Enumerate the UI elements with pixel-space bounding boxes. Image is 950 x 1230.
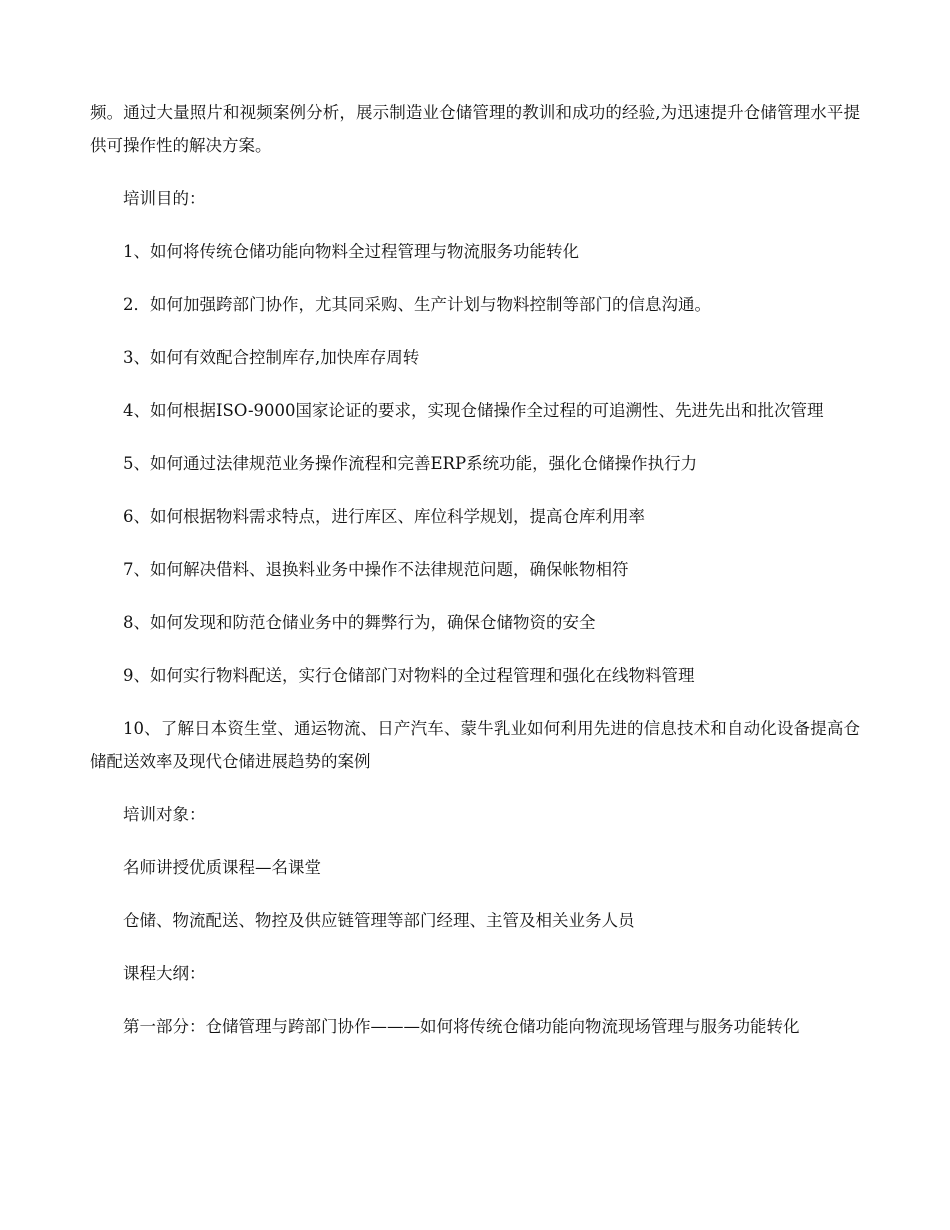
training-goals-heading: 培训目的：	[123, 189, 206, 208]
goal-item-2: 2．如何加强跨部门协作，尤其同采购、生产计划与物料控制等部门的信息沟通。	[123, 295, 711, 314]
goal-item-9: 9、如何实行物料配送，实行仓储部门对物料的全过程管理和强化在线物料管理	[123, 666, 695, 685]
outline-part-1: 第一部分：仓储管理与跨部门协作———如何将传统仓储功能向物流现场管理与服务功能转化	[123, 1017, 800, 1036]
course-tagline: 名师讲授优质课程—名课堂	[123, 858, 321, 877]
goal-item-4: 4、如何根据ISO-9000国家论证的要求，实现仓储操作全过程的可追溯性、先进先出和批次管理	[123, 401, 824, 420]
audience-description: 仓储、物流配送、物控及供应链管理等部门经理、主管及相关业务人员	[123, 911, 635, 930]
training-audience-heading: 培训对象：	[123, 805, 206, 824]
document-body	[90, 96, 860, 1063]
goal-item-5: 5、如何通过法律规范业务操作流程和完善ERP系统功能，强化仓储操作执行力	[123, 454, 698, 473]
goal-item-8: 8、如何发现和防范仓储业务中的舞弊行为，确保仓储物资的安全	[123, 613, 596, 632]
intro-paragraph: 频。通过大量照片和视频案例分析，展示制造业仓储管理的教训和成功的经验,为迅速提升仓储管理水平提供可操作性的解决方案。	[90, 103, 860, 155]
course-outline-heading: 课程大纲：	[123, 964, 206, 983]
goal-item-6: 6、如何根据物料需求特点，进行库区、库位科学规划，提高仓库利用率	[123, 507, 645, 526]
goal-item-7: 7、如何解决借料、退换料业务中操作不法律规范问题，确保帐物相符	[123, 560, 629, 579]
goal-item-3: 3、如何有效配合控制库存,加快库存周转	[123, 348, 420, 367]
goal-item-1: 1、如何将传统仓储功能向物料全过程管理与物流服务功能转化	[123, 242, 579, 261]
goal-item-10: 10、了解日本资生堂、通运物流、日产汽车、蒙牛乳业如何利用先进的信息技术和自动化设备提高仓储配送效率及现代仓储进展趋势的案例	[90, 719, 860, 771]
